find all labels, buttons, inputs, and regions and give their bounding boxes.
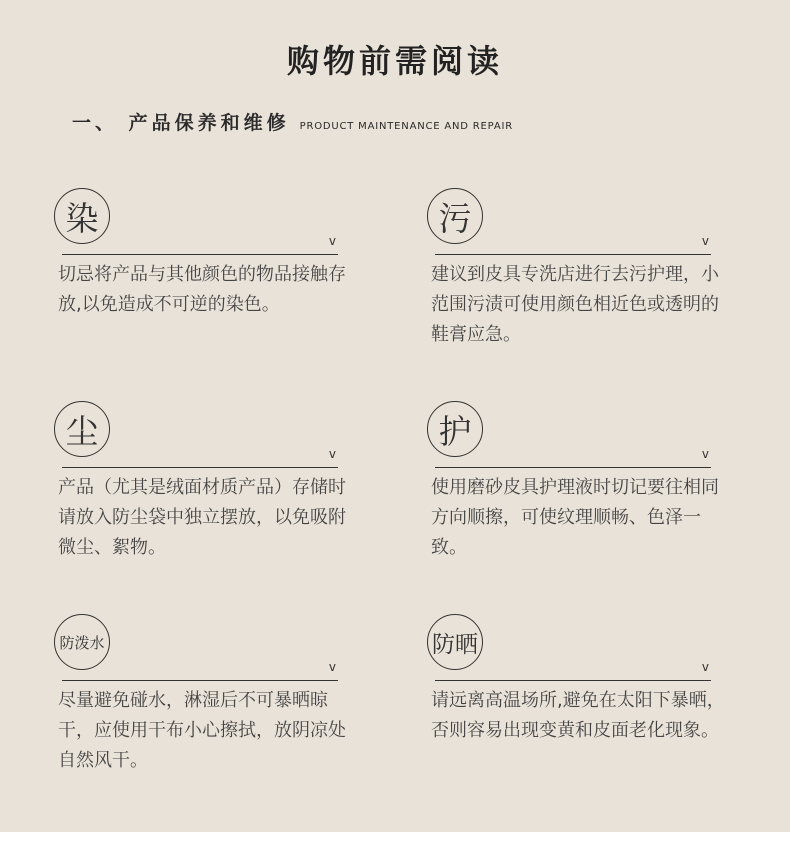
- chevron-down-icon: v: [328, 234, 336, 248]
- sunproof-icon: 防晒: [427, 614, 483, 670]
- section-subtitle: PRODUCT MAINTENANCE AND REPAIR: [299, 121, 513, 132]
- chevron-down-icon: v: [328, 447, 336, 461]
- section-title: 一、 产品保养和维修: [72, 112, 290, 134]
- card-description: 切忌将产品与其他颜色的物品接触存放,以免造成不可逆的染色。: [58, 264, 346, 315]
- divider: [435, 680, 711, 681]
- divider: [62, 254, 338, 255]
- dust-icon: 尘: [54, 401, 110, 457]
- card-description: 使用磨砂皮具护理液时切记要往相同方向顺擦，可使纹理顺畅、色泽一致。: [431, 477, 719, 558]
- section-header: [72, 108, 513, 135]
- dye-icon: 染: [54, 188, 110, 244]
- stain-icon: 污: [427, 188, 483, 244]
- divider: [435, 254, 711, 255]
- protect-icon: 护: [427, 401, 483, 457]
- chevron-down-icon: v: [701, 447, 709, 461]
- waterproof-icon: 防泼水: [54, 614, 110, 670]
- divider: [435, 467, 711, 468]
- chevron-down-icon: v: [701, 660, 709, 674]
- chevron-down-icon: v: [701, 234, 709, 248]
- divider: [62, 467, 338, 468]
- chevron-down-icon: v: [328, 660, 336, 674]
- page-title: 购物前需阅读: [286, 42, 503, 80]
- divider: [62, 680, 338, 681]
- card-description: 尽量避免碰水，淋湿后不可暴晒晾干，应使用干布小心擦拭，放阴凉处自然风干。: [58, 690, 346, 771]
- card-description: 产品（尤其是绒面材质产品）存储时请放入防尘袋中独立摆放，以免吸附微尘、絮物。: [58, 477, 346, 558]
- card-description: 请远离高温场所,避免在太阳下暴晒，否则容易出现变黄和皮面老化现象。: [431, 690, 725, 741]
- card-description: 建议到皮具专洗店进行去污护理，小范围污渍可使用颜色相近色或透明的鞋膏应急。: [431, 264, 719, 345]
